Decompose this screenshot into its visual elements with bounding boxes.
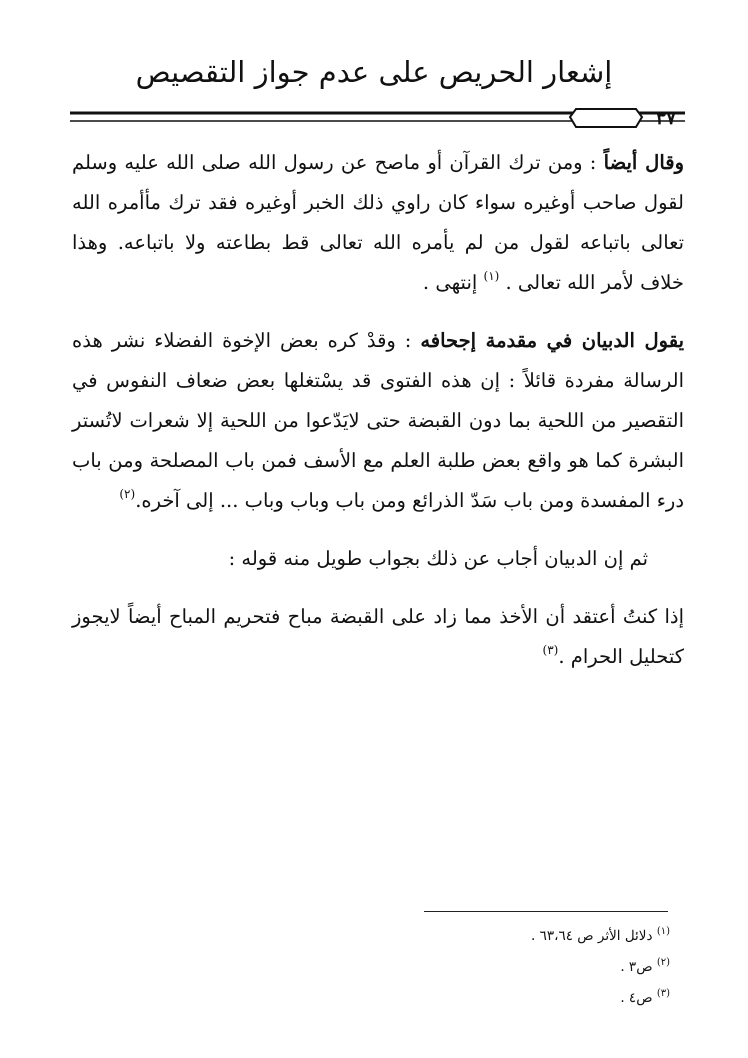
paragraph-lead: وقال أيضاً [603, 151, 684, 174]
footnotes [300, 921, 670, 1014]
footnote-text: ص٤ . [620, 990, 657, 1006]
footnote-separator [424, 911, 668, 912]
header-rule-ornament [70, 106, 685, 130]
footnote [300, 952, 670, 983]
footnote-ref: (٣) [542, 643, 559, 657]
body-text [72, 143, 684, 677]
paragraph-text: : وقدْ كره بعض الإخوة الفضلاء نشر هذه الرسالة مفردة قائلاً : إن هذه الفتوى قد يسْتغلها بعض ضعاف النفوس في التقصير من اللحية بما دون القبضة حتى لايَدّعوا من اللحية إلا شعرات لاتُستر البشرة كما هو واقع بعض طلبة العلم مع الأسف فمن باب المصلحة ومن باب درء المفسدة ومن باب سَدّ الذرائع ومن باب وباب وباب ... إلى آخره. [72, 329, 684, 512]
footnote-mark: (٣) [656, 988, 670, 999]
paragraph [72, 539, 684, 579]
paragraph-text: ثم إن الدبيان أجاب عن ذلك بجواب طويل منه قوله : [228, 547, 648, 570]
paragraph-lead: يقول الدبيان في مقدمة إجحافه [420, 329, 684, 352]
footnote [300, 983, 670, 1014]
paragraph [72, 597, 684, 677]
paragraph [72, 143, 684, 303]
footnote-mark: (٢) [656, 957, 670, 968]
footnote-mark: (١) [656, 926, 670, 937]
page-number: ٣٧ [655, 107, 677, 129]
paragraph-text: إذا كنتُ أعتقد أن الأخذ مما زاد على القبضة مباح فتحريم المباح أيضاً لايجوز كتحليل الحرام . [72, 605, 684, 668]
paragraph-text: : ومن ترك القرآن أو ماصح عن رسول الله صلى الله عليه وسلم لقول صاحب أوغيره سواء كان راوي ذلك الخبر أوغيره فقد ترك مأأمره الله تعالى باتباعه لقول من لم يأمره الله تعالى قط بطاعته ولا باتباعه. وهذا خلاف لأمر الله تعالى . [72, 151, 684, 294]
paragraph [72, 321, 684, 521]
header-rule [70, 106, 685, 130]
paragraph-tail: إنتهى . [422, 271, 484, 294]
footnote-text: ص٣ . [620, 959, 657, 975]
footnote-ref: (٢) [119, 487, 136, 501]
footnote [300, 921, 670, 952]
book-title: إشعار الحريص على عدم جواز التقصيص [135, 55, 613, 89]
footnote-ref: (١) [483, 269, 500, 283]
footnote-text: دلائل الأثر ص ٦٣،٦٤ . [531, 928, 657, 944]
